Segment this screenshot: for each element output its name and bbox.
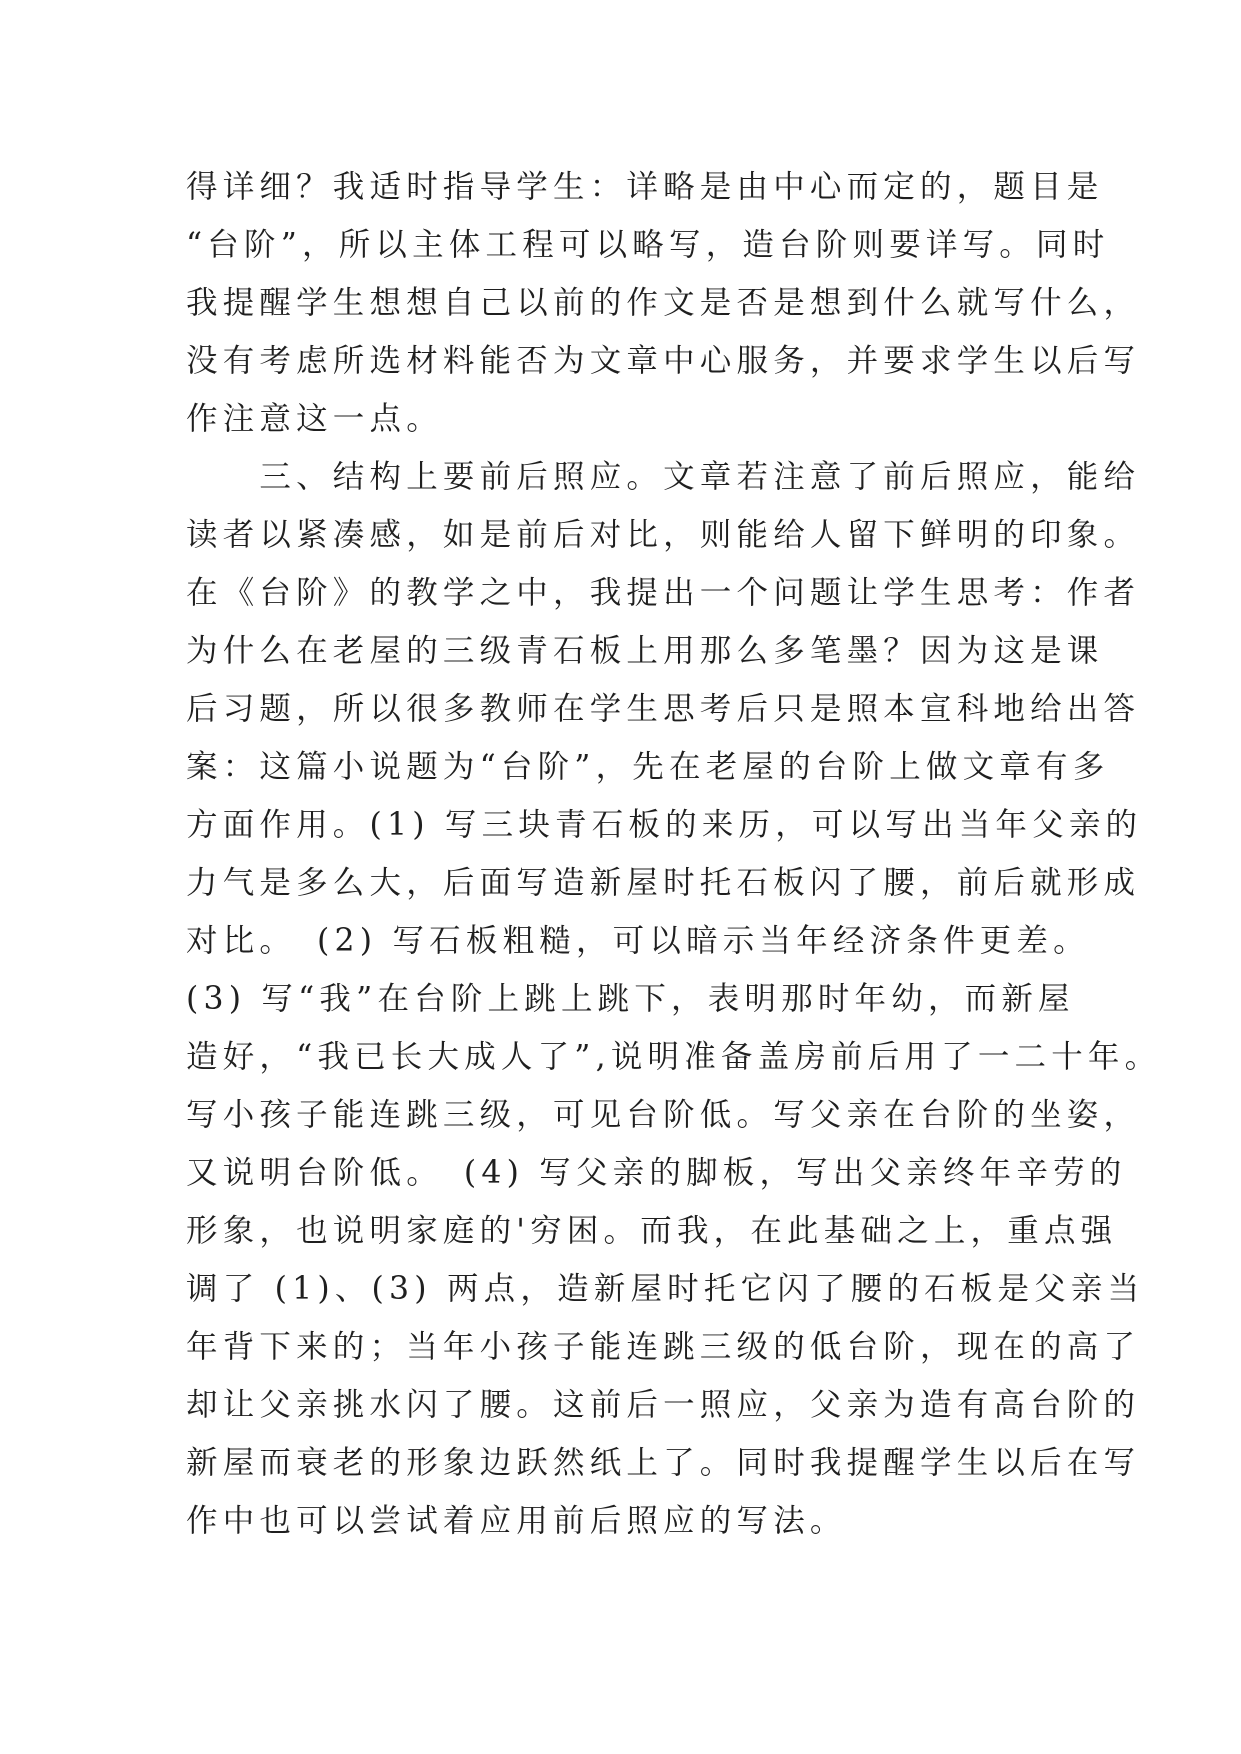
text-line: 又说明台阶低。 (4) 写父亲的脚板，写出父亲终年辛劳的 [186,1155,1127,1191]
text-line: 力气是多么大，后面写造新屋时托石板闪了腰，前后就形成 [186,865,1141,901]
text-line: 却让父亲挑水闪了腰。这前后一照应，父亲为造有高台阶的 [186,1387,1141,1423]
text-line: 新屋而衰老的形象边跃然纸上了。同时我提醒学生以后在写 [186,1445,1141,1481]
paragraph-2 [186,448,1162,1550]
text-line: 造好，“我已长大成人了”,说明准备盖房前后用了一二十年。 [186,1039,1162,1075]
text-line: 年背下来的；当年小孩子能连跳三级的低台阶，现在的高了 [186,1329,1141,1365]
text-line: 方面作用。(1) 写三块青石板的来历，可以写出当年父亲的 [186,807,1143,843]
text-line: “台阶”，所以主体工程可以略写，造台阶则要详写。同时 [186,227,1110,263]
text-line: 得详细？我适时指导学生：详略是由中心而定的，题目是 [186,169,1104,205]
text-line: 在《台阶》的教学之中，我提出一个问题让学生思考：作者 [186,575,1141,611]
text-line: 作注意这一点。 [186,401,443,437]
text-line: (3) 写“我”在台阶上跳上跳下，表明那时年幼，而新屋 [186,981,1075,1017]
text-line: 我提醒学生想想自己以前的作文是否是想到什么就写什么， [186,285,1141,321]
text-line: 调了 (1)、(3) 两点，造新屋时托它闪了腰的石板是父亲当 [186,1271,1145,1307]
text-line: 三、结构上要前后照应。文章若注意了前后照应，能给 [186,459,1141,495]
text-line: 写小孩子能连跳三级，可见台阶低。写父亲在台阶的坐姿， [186,1097,1141,1133]
text-line: 读者以紧凑感，如是前后对比，则能给人留下鲜明的印象。 [186,517,1141,553]
text-line: 后习题，所以很多教师在学生思考后只是照本宣科地给出答 [186,691,1141,727]
text-line: 案：这篇小说题为“台阶”，先在老屋的台阶上做文章有多 [186,749,1110,785]
paragraph-1 [186,158,1141,448]
text-line: 形象，也说明家庭的'穷困。而我，在此基础之上，重点强 [186,1213,1118,1249]
text-line: 对比。 (2) 写石板粗糙，可以暗示当年经济条件更差。 [186,923,1090,959]
text-line: 没有考虑所选材料能否为文章中心服务，并要求学生以后写 [186,343,1141,379]
text-line: 作中也可以尝试着应用前后照应的写法。 [186,1503,847,1539]
text-line: 为什么在老屋的三级青石板上用那么多笔墨？因为这是课 [186,633,1104,669]
body-text [186,158,1162,1550]
